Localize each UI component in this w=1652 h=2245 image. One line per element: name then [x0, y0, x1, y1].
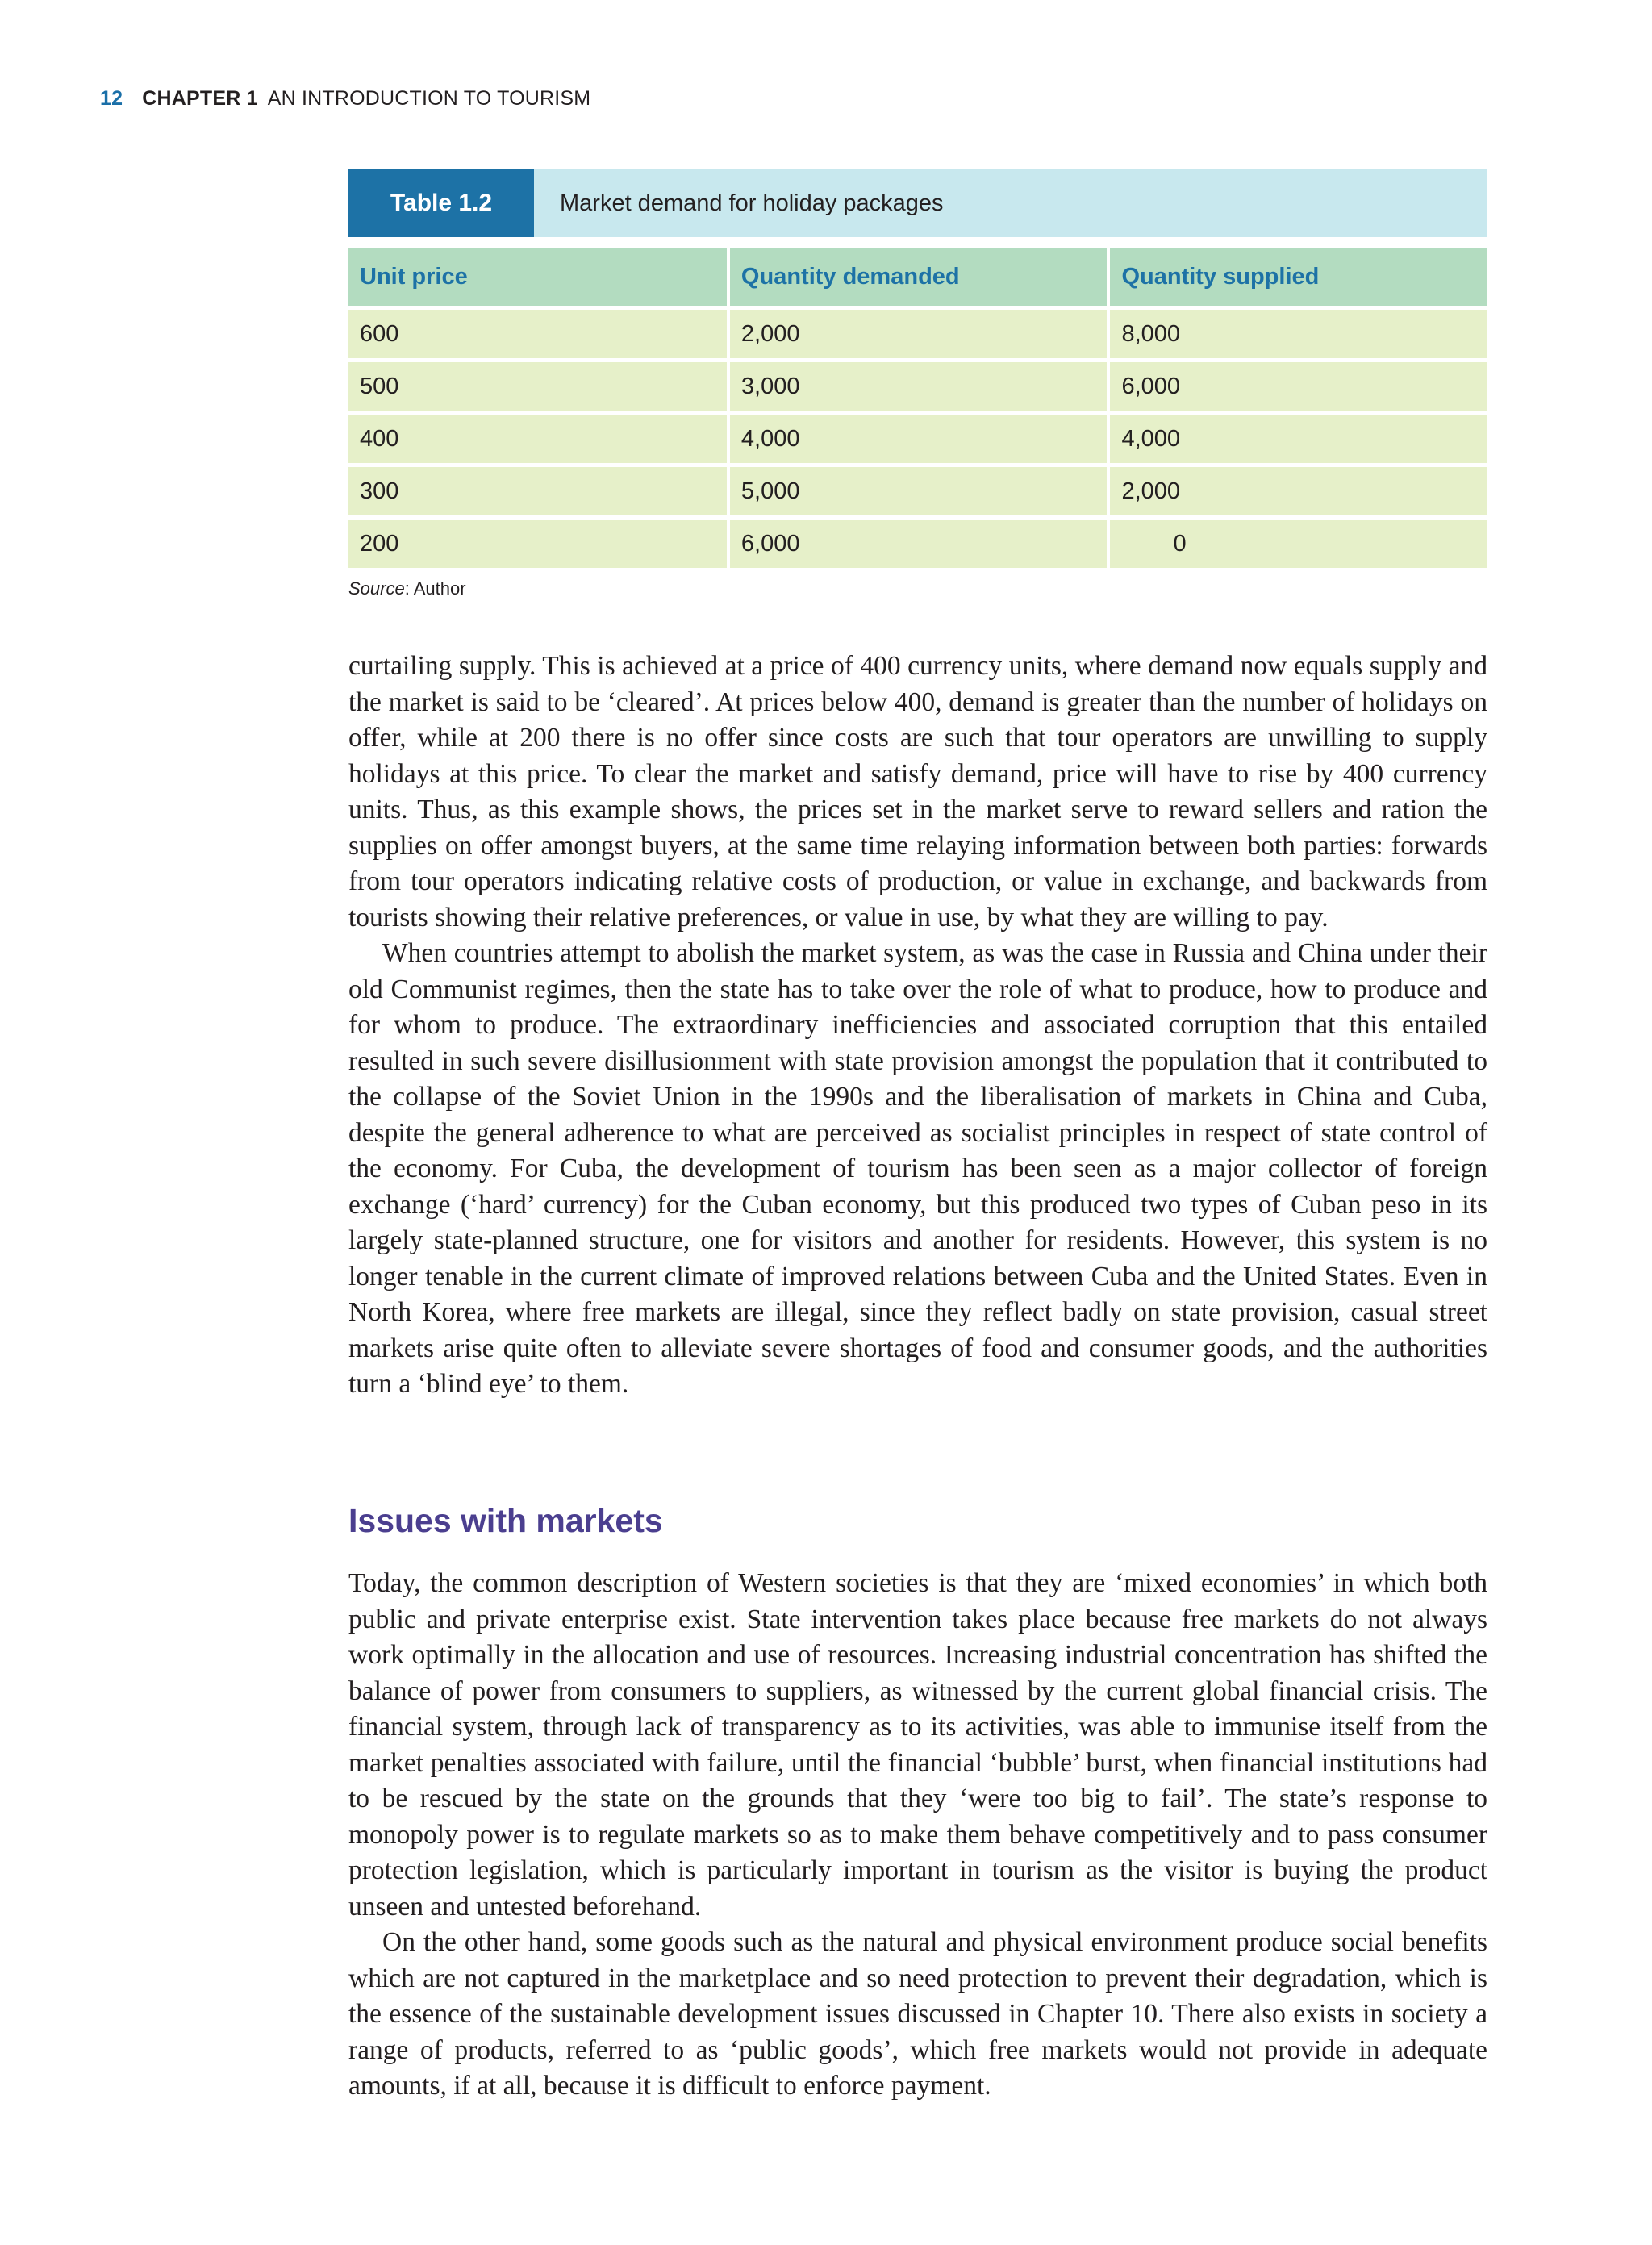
running-head	[100, 87, 590, 111]
body-paragraph: Today, the common description of Western societies is that they are ‘mixed economies’ in which both public and private enterprise exist. State intervention takes place because free markets do not always work optimally in the allocation and use of resources. Increasing industrial concentration has shifted the balance of power from consumers to suppliers, as witnessed by the current global financial crisis. The financial system, through lack of transparency as to its activities, was able to immunise itself from the market penalties associated with failure, until the financial ‘bubble’ burst, when financial institutions had to be rescued by the state on the grounds that they ‘were too big to fail’. The state’s response to monopoly power is to regulate markets so as to make them behave competitively and to pass consumer protection legislation, which is particularly important in tourism as the visitor is buying the product unseen and untested beforehand.	[348, 1568, 1487, 1922]
table-cell: 0	[1110, 520, 1487, 568]
table-title: Market demand for holiday packages	[560, 190, 944, 216]
column-header: Quantity demanded	[730, 248, 1108, 306]
table-row	[348, 362, 1487, 411]
page-number: 12	[100, 87, 123, 110]
body-paragraph: On the other hand, some goods such as the natural and physical environment produce social benefits which are not captured in the marketplace and so need protection to prevent their degradation, which is the essence of the sustainable development issues discussed in Chapter 10. There also exists in society a range of products, referred to as ‘public goods’, which free markets would not provide in adequate amounts, if at all, because it is difficult to enforce payment.	[348, 1927, 1487, 2101]
body-paragraph: curtailing supply. This is achieved at a price of 400 currency units, where demand now equals supply and the market is said to be ‘cleared’. At prices below 400, demand is greater than the number of holidays on offer, while at 200 there is no offer since costs are such that tour operators are unwilling to supply holidays at this price. To clear the market and satisfy demand, price will have to rise by 400 currency units. Thus, as this example shows, the prices set in the market serve to reward sellers and ration the supplies on offer amongst buyers, at the same time relaying information between both parties: forwards from tour operators indicating relative costs of production, or value in exchange, and backwards from tourists showing their relative preferences, or value in use, by what they are willing to pay.	[348, 651, 1487, 933]
table-header-row	[348, 248, 1487, 306]
body-paragraph: When countries attempt to abolish the market system, as was the case in Russia and China under their old Communist regimes, then the state has to take over the role of what to produce, how to produce and for whom to produce. The extraordinary inefficiencies and associated corruption that this entailed resulted in such severe disillusionment with state provision amongst the population that it contributed to the collapse of the Soviet Union in the 1990s and the liberalisation of markets in China and Cuba, despite the general adherence to what are perceived as socialist principles in respect of state control of the economy. For Cuba, the development of tourism has been seen as a major collector of foreign exchange (‘hard’ currency) for the Cuban economy, but this produced two types of Cuban peso in its largely state-planned structure, one for visitors and another for residents. However, this system is no longer tenable in the current climate of improved relations between Cuba and the United States. Even in North Korea, where free markets are illegal, since they reflect badly on state provision, casual street markets arise quite often to alleviate severe shortages of food and consumer goods, and the authorities turn a ‘blind eye’ to them.	[348, 938, 1487, 1399]
table-caption	[348, 169, 1487, 237]
table-cell: 2,000	[1110, 467, 1487, 515]
body-text-before	[348, 649, 1487, 1403]
column-header: Unit price	[348, 248, 727, 306]
table-cell: 300	[348, 467, 727, 515]
table-cell: 6,000	[1110, 362, 1487, 411]
table-cell: 500	[348, 362, 727, 411]
table-cell: 400	[348, 415, 727, 463]
table-row	[348, 415, 1487, 463]
table-source	[348, 578, 1487, 599]
table-cell: 3,000	[730, 362, 1108, 411]
table-row	[348, 520, 1487, 568]
table-row	[348, 467, 1487, 515]
table-row	[348, 310, 1487, 358]
column-header: Quantity supplied	[1110, 248, 1487, 306]
table-cell: 200	[348, 520, 727, 568]
section-heading: Issues with markets	[348, 1502, 663, 1539]
chapter-title: AN INTRODUCTION TO TOURISM	[267, 87, 591, 110]
table-cell: 2,000	[730, 310, 1108, 358]
table-label: Table 1.2	[348, 169, 534, 237]
chapter-label: CHAPTER 1	[142, 87, 258, 110]
table-cell: 4,000	[730, 415, 1108, 463]
table-cell: 6,000	[730, 520, 1108, 568]
source-value: : Author	[404, 578, 466, 599]
table-1-2	[348, 169, 1487, 599]
table-cell: 5,000	[730, 467, 1108, 515]
table-cell: 4,000	[1110, 415, 1487, 463]
market-demand-table	[345, 244, 1491, 572]
source-label: Source	[348, 578, 405, 599]
body-text-after	[348, 1566, 1487, 2105]
table-cell: 600	[348, 310, 727, 358]
table-cell: 8,000	[1110, 310, 1487, 358]
